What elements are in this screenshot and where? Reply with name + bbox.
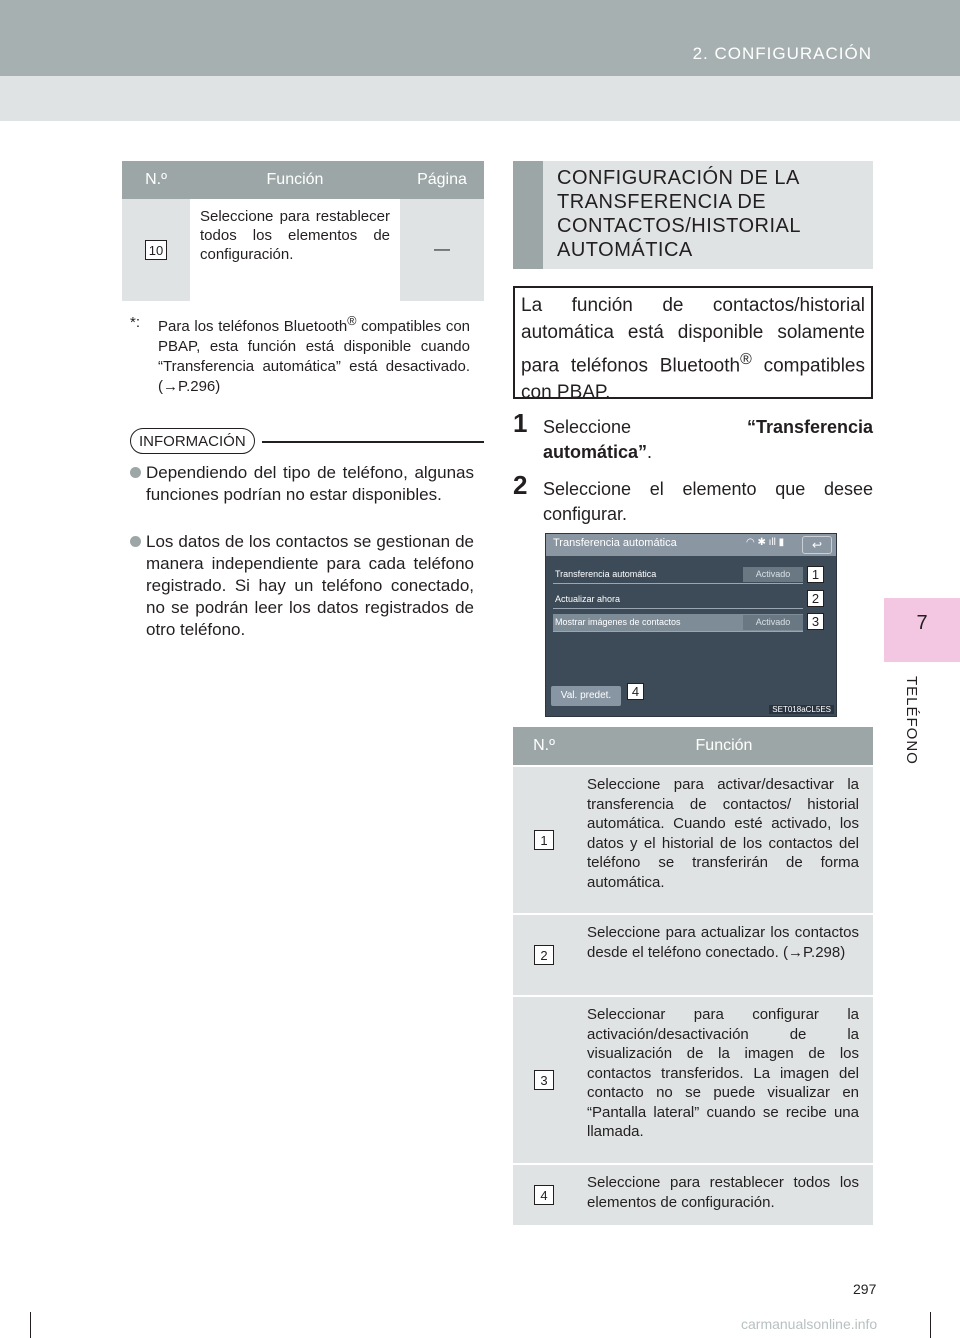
table-header [513, 727, 873, 765]
header-subband [0, 76, 960, 121]
left-function-table [122, 161, 484, 301]
footnote-text-a: Para los teléfonos Bluetooth [158, 318, 348, 335]
header-funcion: Función [695, 737, 753, 754]
row-number-badge: 10 [145, 240, 167, 260]
status-icons: ◠ ✱ ıll ▮ [746, 537, 785, 548]
informacion-rule [262, 441, 484, 443]
step-number: 2 [513, 470, 528, 500]
header-pagina: Página [417, 171, 467, 188]
intro-box: La función de contactos/historial automática está disponible solamente para teléfonos Bluetooth® compatibles con PBAP. [513, 286, 873, 399]
informacion-label: INFORMACIÓN [130, 428, 255, 454]
state-badge: Activado [743, 615, 803, 630]
table-row [513, 1163, 873, 1225]
row-function-text: Seleccione para activar/desactivar la transferencia de contactos/ historial automática. Cuando esté activado, los datos y el historial de los contactos del teléfono se transferirán de forma automática. [587, 776, 859, 891]
row-number-badge: 4 [534, 1185, 554, 1205]
screen-title: Transferencia automática [553, 537, 677, 549]
chapter-label: TELÉFONO [903, 676, 920, 765]
chapter-number: 7 [916, 612, 928, 634]
screen-row-transferencia[interactable]: Transferencia automática Activado [553, 566, 803, 584]
callout-3: 3 [807, 613, 824, 630]
crop-mark [930, 1312, 931, 1338]
row-function-text: Seleccione para actualizar los contactos desde el teléfono conectado. (→P.298) [587, 924, 859, 961]
row-number-badge: 2 [534, 945, 554, 965]
reset-button[interactable]: Val. predet. [551, 686, 621, 706]
footnote-text-b: compatibles con PBAP, esta función está disponible cuando “Transferencia automática” está desactivado. (→P.296) [158, 318, 471, 395]
table-row [513, 913, 873, 995]
table-row [513, 765, 873, 913]
screen-row-actualizar[interactable]: Actualizar ahora [553, 591, 803, 609]
footnote [130, 311, 470, 397]
info-bullet: Los datos de los contactos se gestionan de manera independiente para cada teléfono registrado. Si hay un teléfono conectado, no se podrán leer los datos registrados de otro teléfono. [130, 531, 474, 641]
step-2: 2 Seleccione el elemento que desee configurar. [513, 470, 873, 524]
header-num: N.º [533, 737, 555, 754]
row-page: — [434, 241, 450, 258]
step-number: 1 [513, 408, 528, 438]
step-1: 1 Seleccione “Transferencia automática”. [513, 408, 873, 462]
row-function-text: Seleccione para restablecer todos los elementos de configuración. [587, 1174, 859, 1211]
page-number: 297 [853, 1281, 877, 1297]
footnote-marker: *: [130, 314, 141, 331]
section-heading-bar [513, 161, 543, 269]
watermark: carmanualsonline.info [741, 1316, 878, 1332]
section-header-title: 2. CONFIGURACIÓN [692, 44, 872, 63]
registered-mark: ® [347, 314, 357, 328]
callout-2: 2 [807, 590, 824, 607]
table-row [513, 995, 873, 1163]
screen-image [545, 533, 837, 717]
row-function-text: Seleccionar para configurar la activación/desactivación de la visualización de la imagen de los contactos transferidos. La imagen del contacto no se puede visualizar en “Pantalla lateral” cuando se recibe una llamada. [587, 1006, 859, 1140]
section-title: CONFIGURACIÓN DE LA TRANSFERENCIA DE CONTACTOS/HISTORIAL AUTOMÁTICA [557, 167, 801, 261]
header-funcion: Función [266, 171, 324, 188]
state-badge: Activado [743, 567, 803, 582]
right-function-table [513, 727, 873, 1225]
info-bullet: Dependiendo del tipo de teléfono, algunas funciones podrían no estar disponibles. [130, 462, 474, 506]
crop-mark [30, 1312, 31, 1338]
back-icon[interactable]: ↩ [802, 536, 832, 554]
bullet-dot-icon [130, 467, 141, 478]
row-function-text: Seleccione para restablecer todos los elementos de configuración. [190, 199, 400, 301]
callout-4: 4 [627, 683, 644, 700]
screen-row-mostrar-imagenes[interactable]: Mostrar imágenes de contactos Activado [553, 614, 803, 632]
bullet-dot-icon [130, 536, 141, 547]
header-num: N.º [145, 171, 167, 188]
registered-mark: ® [740, 351, 752, 368]
section-heading [513, 161, 873, 269]
row-number-badge: 3 [534, 1070, 554, 1090]
header-band [0, 0, 960, 76]
callout-1: 1 [807, 566, 824, 583]
table-header [122, 161, 484, 199]
image-code: SET018aCL5ES [769, 705, 834, 714]
row-number-badge: 1 [534, 830, 554, 850]
table-row [122, 199, 484, 301]
